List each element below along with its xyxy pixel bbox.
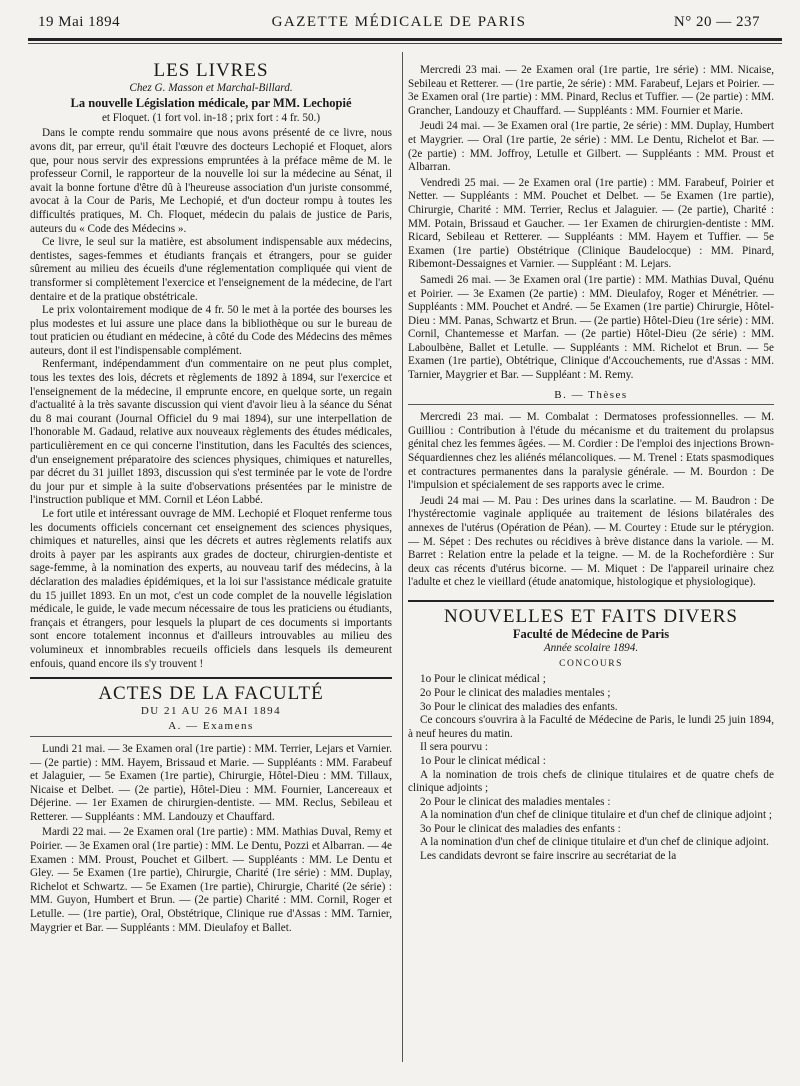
theses-day-entry: Mercredi 23 mai. — M. Combalat : Dermatoses professionnelles. — M. Guilliou : Contribution à l'étude du mécanisme et du traitement du prolapsus génital chez les femmes âgées. — M. Cordier : De l'emploi des injections Brown-Séquardiennes chez les aliénés mélancoliques. — M. Trenel : Etats spasmodiques et contractures permanentes dans la paralysie générale. — M. Bourdon : De l'impulsion et spécialement de ses rapports avec le crime. (408, 411, 774, 492)
nouvelles-paragraph: A la nomination d'un chef de clinique titulaire et d'un chef de clinique adjoint ; (420, 809, 772, 822)
nouvelles-paragraph: Les candidats devront se faire inscrire au secrétariat de la (420, 850, 677, 863)
nouvelles-paragraph: A la nomination de trois chefs de clinique titulaires et de quatre chefs de clinique adjoints ; (408, 768, 774, 795)
nouvelles-faculte: Faculté de Médecine de Paris (512, 626, 670, 641)
right-column (408, 64, 774, 864)
livres-paragraph: Dans le compte rendu sommaire que nous avons présenté de ce livre, nous avons dit, par erreur, qu'il était l'œuvre des docteurs Lechopié et Floquet, alors que, pour nous servir des expressions empruntées à la préface même de M. le professeur Cornil, le rapporteur de la nouvelle loi sur la médecine au Sénat, il avait la bonne fortune d'être dû à l'heureuse association d'un juriste consommé, avocat à la Cour de Paris, Me Lechopié, et d'un docteur rompu à toutes les difficultés pratiques, M. Ch. Floquet, médecin du palais de justice de Paris, auteurs du « Code des Médecins ». (30, 127, 392, 235)
livres-book-details: et Floquet. (1 fort vol. in-18 ; prix fort : 4 fr. 50.) (101, 111, 321, 124)
nouvelles-paragraph: A la nomination d'un chef de clinique titulaire et d'un chef de clinique adjoint. (420, 836, 769, 849)
nouvelles-line: 2o Pour le clinicat des maladies mentales : (420, 795, 611, 808)
nouvelles-line: 2o Pour le clinicat des maladies mentales ; (420, 686, 611, 699)
nouvelles-line: 3o Pour le clinicat des maladies des enfants. (420, 700, 618, 713)
theses-day-entry: Jeudi 24 mai — M. Pau : Des urines dans la scarlatine. — M. Baudron : De l'hystérectomie vaginale appliquée au traitement de lésions bilatérales des annexes de l'utérus (Opération de Péan). — M. Courtey : Etude sur le ptérygion. — M. Sépet : Des rechutes ou récidives à brève distance dans la variole. — M. Barret : Relation entre la pelade et la teigne. — M. de la Rochefordière : Sur deux cas récents d'utérus bicorne. — M. Miquet : De l'appareil urinaire chez l'adulte et chez le vieillard (étude anatomique, histologique et physiologique). (408, 494, 774, 589)
exam-day-entry: Samedi 26 mai. — 3e Examen oral (1re partie) : MM. Mathias Duval, Quénu et Poirier. — 3e Examen (2e partie) : MM. Dieulafoy, Roger et Ménétrier. — Suppléants : MM. Pouchet et André. — 5e Examen (1re partie) Chirurgie, Hôtel-Dieu : MM. Panas, Schwartz et Brun. — (2e partie) Hôtel-Dieu (1re série) : MM. Cornil, Chantemesse et Marfan. — (2e partie) Hôtel-Dieu (2e série) : MM. Laboulbène, Ballet et Letulle. — Suppléants : MM. Richelot et Brun. — 5e Examen (1re partie), Obtétrique, Clinique d'Accouchements, rue d'Assas : MM. Tarnier, Maygrier et Bar. — Suppléant : M. Remy. (408, 273, 774, 382)
section-rule (30, 677, 392, 679)
exam-day-entry: Vendredi 25 mai. — 2e Examen oral (1re partie) : MM. Farabeuf, Poirier et Netter. — Suppléants : MM. Pouchet et Delbet. — 5e Examen (1re partie), Chirurgie, Charité : MM. Terrier, Reclus et Jalaguier. — (2e partie), Charité : MM. Potain, Brissaud et Gaucher. — 1er Examen de chirurgien-dentiste : MM. Ricard, Sebileau et Retterer. — Suppléants : MM. Hayem et Tuffier. — 5e Examen (1re partie) Obstétrique (Clinique Baudelocque) : MM. Pinard, Ribemont-Dessaignes et Varnier. — Suppléant : M. Lejars. (408, 176, 774, 271)
subsection-rule (408, 404, 774, 405)
nouvelles-line: 1o Pour le clinicat médical ; (420, 673, 546, 686)
examens-heading: A. — Examens (168, 720, 254, 733)
nouvelles-title: NOUVELLES ET FAITS DIVERS (444, 605, 738, 627)
header-rule-thin (28, 43, 782, 44)
concours-heading: CONCOURS (559, 658, 623, 669)
exam-day-entry: Lundi 21 mai. — 3e Examen oral (1re partie) : MM. Terrier, Lejars et Varnier. — (2e partie) : MM. Hayem, Brissaud et Marie. — Suppléants : MM. Farabeuf et Jalaguier, — 5e Examen (1re partie), Chirurgie, Hôtel-Dieu : MM. Tillaux, Nicaise et Delbet. — (2e partie), Hôtel-Dieu : MM. Fournier, Lancereaux et Déjerine. — 1er Examen de chirurgien-dentiste. — MM. Reclus, Sebileau et Retterer. — Suppléants : MM. Landouzy et Chauffard. (30, 742, 392, 823)
nouvelles-line: Il sera pourvu : (420, 741, 489, 754)
livres-paragraph: Renfermant, indépendamment d'un commentaire on ne peut plus complet, tous les textes des lois, décrets et règlements de 1892 à 1894, sur l'exercice et l'enseignement de la médecine, il emprunte encore, en quelque sorte, un regain d'actualité à la très savante discussion qui vient d'avoir lieu à la séance du Sénat du 8 mai courant (Journal Officiel du 9 mai 1894), sur une interpellation de l'honorable M. Gadaud, relative aux nouveaux règlements des études médicales, particulièrement en ce qui concerne l'institution, dans les Facultés des sciences, d'un enseignement préparatoire des sciences physiques, chimiques et naturelles, par décret du 31 juillet 1893, discussion qui s'est terminée par le vote de l'ordre du jour pur et simple à la suite d'observations présentées par le ministre de l'instruction publique et MM. Cornil et Léon Labbé. (30, 358, 392, 507)
header-rule (28, 38, 782, 41)
actes-dates: DU 21 AU 26 MAI 1894 (140, 704, 282, 717)
column-separator (402, 52, 403, 1062)
livres-paragraph: Le fort utile et intéressant ouvrage de MM. Lechopié et Floquet renferme tous les documents officiels concernant cet enseignement des sciences physiques, chimiques et naturelles, ainsi que les décrets et autres règlements relatifs aux droits à payer par les aspirants aux grades de docteur, chirurgien-dentiste et sage-femme, à la nomination des experts, au nouveau tarif des médecins, à la déclaration des maladies épidémiques, et la loi sur l'assistance médicale gratuite du 15 juillet 1893. En un mot, c'est un code complet de la nouvelle législation médicale, le guide, le vade mecum nécessaire de tous les praticiens ou étudiants, français et étrangers, pour lesquels la plupart de ces documents si importants sont encore totalement inconnus et d'ailleurs introuvables au milieu des volumineux et innombrables recueils officiels dans lesquels ils demeurent enfouis, quand encore ils s'y trouvent ! (30, 508, 392, 670)
livres-paragraph: Le prix volontairement modique de 4 fr. 50 le met à la portée des bourses les plus modestes et lui assure une place dans la bibliothèque ou sur le bureau de tout praticien ou étudiant en médecine, à côté du Code des Médecins des mêmes auteurs, dont il est l'indispensable complément. (30, 304, 392, 357)
livres-title: LES LIVRES (153, 60, 269, 81)
nouvelles-line: 1o Pour le clinicat médical : (420, 754, 546, 767)
livres-book-title: La nouvelle Législation médicale, par MM. Lechopié (70, 96, 352, 111)
running-header (38, 14, 760, 36)
header-journal: GAZETTE MÉDICALE DE PARIS (271, 14, 527, 30)
exam-day-entry: Mardi 22 mai. — 2e Examen oral (1re partie) : MM. Mathias Duval, Remy et Poirier. — 3e Examen oral (1re partie) : MM. Le Dentu, Pozzi et Albarran. — 4e Examen : MM. Proust, Pouchet et Gilbert. — Suppléants : MM. Le Dentu et Gley. — 5e Examen (1re partie), Chirurgie, Charité (1re série) : MM. Duplay, Richelot et Schwartz. — 5e Examen (1re partie), Chirurgie, Charité (2e série) : MM. Guyon, Humbert et Brun. — (2e partie) Charité : MM. Cornil, Roger et Letulle. — (1re partie), Oral, Obstétrique, Clinique rue d'Assas : MM. Tarnier, Maygrier et Bar. — Suppléants : MM. Dieulafoy et Ballet. (30, 826, 392, 934)
actes-title: ACTES DE LA FACULTÉ (98, 683, 324, 705)
exam-day-entry: Mercredi 23 mai. — 2e Examen oral (1re partie, 1re série) : MM. Nicaise, Sebileau et Retterer. — (1re partie, 2e série) : MM. Farabeuf, Lejars et Poirier. — 3e Examen oral (1re partie) : MM. Pinard, Reclus et Tuffier. — (2e partie) : MM. Grancher, Landouzy et Chauffard. — Suppléants : MM. Fournier et Marie. (408, 64, 774, 117)
exam-day-entry: Jeudi 24 mai. — 3e Examen oral (1re partie, 2e série) : MM. Duplay, Humbert et Maygrier. — Oral (1re partie, 2e série) : MM. Le Dentu, Richelot et Bar. — (2e partie) : MM. Joffroy, Letulle et Gilbert. — Suppléants : MM. Proust et Albarran. (408, 120, 774, 174)
subsection-rule (30, 736, 392, 737)
livres-paragraph: Ce livre, le seul sur la matière, est absolument indispensable aux médecins, dentistes, sages-femmes et étudiants français et étrangers, pour se guider sûrement au milieu des écueils d'une réglementation compliquée qui vient de transformer si complètement l'exercice et l'enseignement de la médecine, de l'art dentaire et de la pratique obstétricale. (30, 236, 392, 303)
nouvelles-paragraph: Ce concours s'ouvrira à la Faculté de Médecine de Paris, le lundi 25 juin 1894, à neuf heures du matin. (408, 714, 774, 740)
theses-heading: B. — Thèses (554, 388, 628, 401)
section-rule (408, 600, 774, 602)
left-column (30, 56, 392, 937)
header-page-number: N° 20 — 237 (673, 14, 760, 30)
header-date: 19 Mai 1894 (38, 14, 121, 30)
nouvelles-annee: Année scolaire 1894. (543, 642, 639, 655)
nouvelles-line: 3o Pour le clinicat des maladies des enfants : (420, 822, 621, 835)
livres-publisher: Chez G. Masson et Marchal-Billard. (129, 81, 293, 94)
